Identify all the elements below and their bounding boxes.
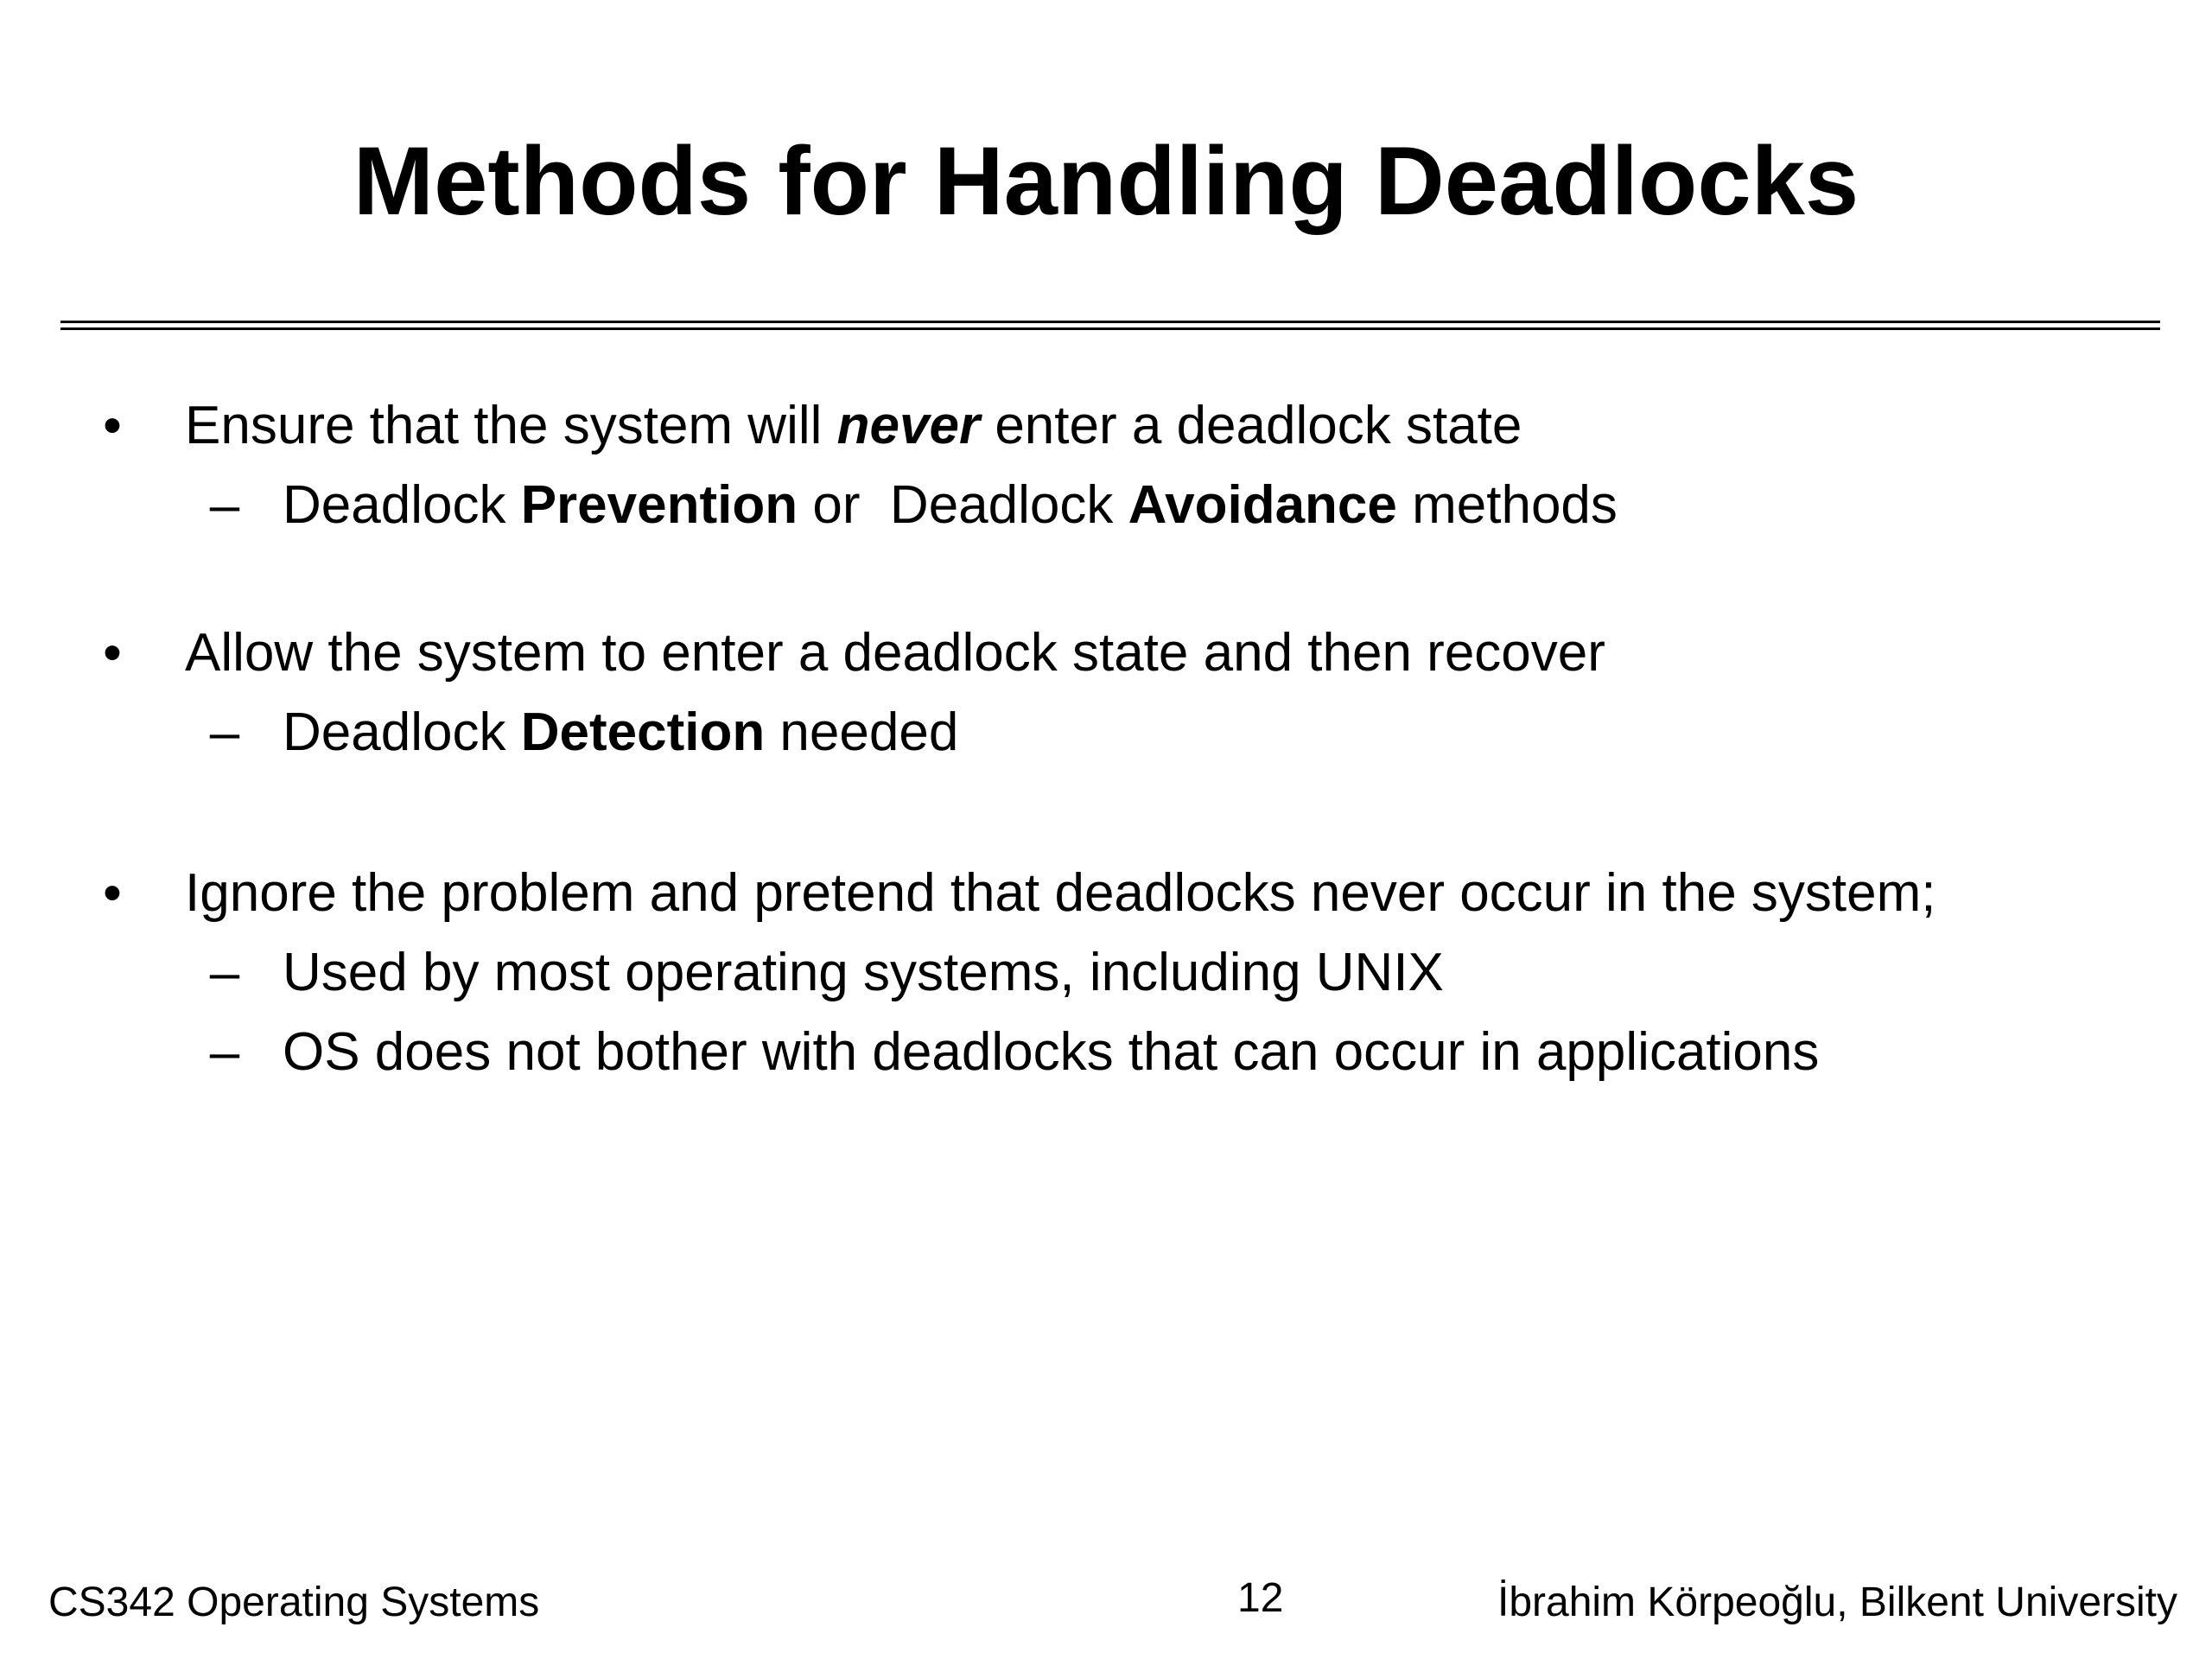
footer-author: İbrahim Körpeoğlu, Bilkent University: [1497, 1580, 2177, 1625]
footer-page-number: 12: [1237, 1575, 1284, 1621]
bullet-icon: •: [103, 863, 122, 923]
emphasis-detection: Detection: [520, 702, 766, 762]
bullet-text: [185, 393, 1522, 459]
text-run: Deadlock: [283, 702, 521, 762]
bullet-text: Allow the system to enter a deadlock state and then recover: [185, 623, 1605, 683]
emphasis-never: never: [836, 396, 981, 455]
sub-bullet-text: [283, 700, 958, 766]
text-run: needed: [765, 702, 959, 762]
bullet-icon: •: [103, 623, 122, 683]
sub-bullet-text: OS does not bother with deadlocks that can occur in applications: [283, 1022, 1820, 1082]
text-run: enter a deadlock state: [980, 396, 1522, 455]
bullet-icon: •: [103, 396, 122, 455]
dash-icon: –: [209, 702, 240, 762]
footer-course: CS342 Operating Systems: [48, 1580, 540, 1625]
title-divider-bottom: [60, 327, 2160, 330]
emphasis-prevention: Prevention: [520, 475, 798, 535]
sub-bullet-text: Used by most operating systems, including UNIX: [283, 943, 1444, 1002]
sub-bullet-text: [283, 473, 1618, 538]
text-run: Ensure that the system will: [185, 396, 837, 455]
bullet-text: Ignore the problem and pretend that deadlocks never occur in the system;: [185, 863, 1936, 923]
emphasis-avoidance: Avoidance: [1128, 475, 1397, 535]
dash-icon: –: [209, 943, 240, 1002]
text-run: or Deadlock: [798, 475, 1128, 535]
slide-title: Methods for Handling Deadlocks: [353, 127, 1859, 235]
dash-icon: –: [209, 475, 240, 535]
title-divider-top: [60, 321, 2160, 323]
dash-icon: –: [209, 1022, 240, 1082]
text-run: Deadlock: [283, 475, 521, 535]
text-run: methods: [1396, 475, 1618, 535]
